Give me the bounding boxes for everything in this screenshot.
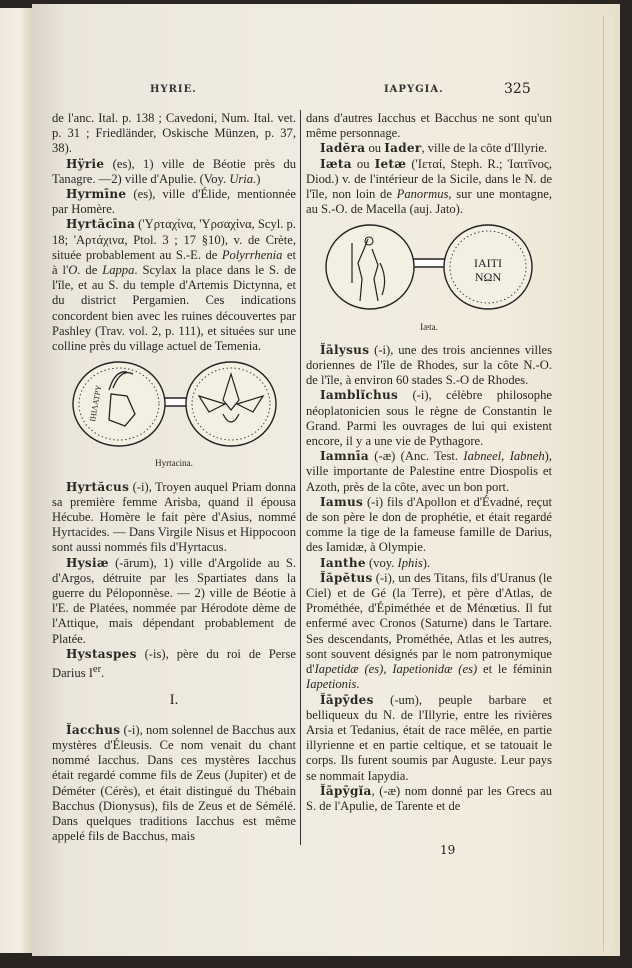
- running-head-left: HYRIE.: [150, 84, 197, 95]
- entry-text: ou: [365, 141, 385, 156]
- entry-text: .: [101, 666, 105, 681]
- section-letter: I.: [169, 692, 179, 709]
- entry-text: ou: [351, 156, 375, 171]
- headword: Ietæ: [374, 156, 407, 171]
- entry-text: (-i), une des trois anciennes villes doriennes de l'île de Rhodes, sur la côte N.-O. de l'île, à environ 60 stades S.-O de Rhodes.: [306, 342, 552, 388]
- coin-illustration-iaeta: [306, 223, 552, 315]
- entry-iamblichus: [306, 388, 552, 449]
- entry-text: , (-æ) nom donné par les Grecs au S. de l'Apulie, de Tarente et de: [306, 783, 552, 813]
- entry-italic: Iapetionis: [306, 677, 357, 692]
- headword: Hyrmīne: [66, 187, 127, 202]
- entry-text: , ville de la côte d'Illyrie.: [421, 141, 548, 156]
- entry-text: (-ārum), 1) ville d'Argolide au S. d'Argos, détruite par les Spartiates dans la guerre du Péloponnèse. — 2) ville de Béotie à l'E. de Platées, nommée par Hérodote dème de l'Attique, mais dépendant probablement de Platée.: [52, 555, 296, 646]
- entry-text: (-i) fils d'Apollon et d'Évadné, reçut de son père le don de prophétie, et était regardé comme la tige de la fameuse famille de Darius, des Iamidæ, à Olympie.: [306, 494, 552, 555]
- entry-italic: Iphis: [397, 555, 423, 570]
- entry-text: (-um), peuple barbare et belliqueux du N. de l'Illyrie, entre les rivières Arsia et Tedanius, était de race mêlée, en partie illyrienne et en partie celtique, et se tatouait le corps. Ils furent soumis par Auguste. Leur pays se nommait Iapydia.: [306, 692, 552, 783]
- page-number: 325: [504, 81, 531, 97]
- headword: Ĭāpȳgĭa: [320, 783, 372, 798]
- entry-text: (voy.: [365, 555, 398, 570]
- figure-caption: Iæta.: [420, 321, 438, 332]
- entry-italic: Iapetionidæ (es): [392, 662, 478, 677]
- entry-text: (-is), père du roi de Perse Darius I: [52, 646, 296, 681]
- entry-text: (-i), nom solennel de Bacchus aux mystères d'Éleusis. Ce nom venait du chant nommé Iacchus. Dans ces mystères Iacchus était regardé comme fils de Zeus (Jupiter) et de Déméter (Cérès), et était distingué du Thébain Bacchus (Dionysus), fils de Zeus et de Sémélé. Dans quelques traditions Iacchus est même appelé fils de Bacchus, mais: [52, 722, 296, 844]
- entry-iacchus: [52, 723, 296, 845]
- headword: Hÿrie: [66, 156, 105, 171]
- entry-text: ('Υρταχίνα, 'Υρσαχίνα, Scyl. p. 18; 'Αρτάχινα, Ptol. 3 ; 17 §10), v. de Crète, située probablement au S.-E. de: [52, 217, 296, 262]
- previous-page-edge: [0, 8, 34, 953]
- headword: Ĭacchus: [66, 722, 121, 737]
- entry-italic: O.: [68, 263, 81, 278]
- headword: Iadĕra: [320, 141, 366, 156]
- entry-italic: Panormus: [396, 187, 449, 202]
- entry-text: ).: [422, 555, 431, 570]
- entry-iaeta: [306, 157, 552, 218]
- headword: Ianthe: [320, 555, 366, 570]
- entry-italic: Iapetidæ (es): [314, 662, 384, 677]
- entry-ianthe: [306, 556, 552, 571]
- entry-text: , sur une montagne, au S.-O. de Macella (auj. Jato).: [306, 187, 552, 217]
- headword: Ĭālysus: [320, 342, 370, 357]
- entry-text: (-i), Troyen auquel Priam donna sa première femme Arisba, quand il épousa Hécube. Homère le fait père d'Asius, nommé Hyrtacides. — Dans Virgile Nisus et Hippocoon sont aussi nommés fils d'Hyrtacus.: [52, 479, 296, 555]
- entry-text: de: [80, 263, 103, 278]
- headword: Hysiæ: [66, 555, 109, 570]
- headword: Iader: [384, 141, 422, 156]
- entry-italic: Polyrrhenia: [221, 247, 283, 262]
- headword: Hystaspes: [66, 646, 137, 661]
- entry-iapydes: [306, 693, 552, 784]
- entry-hyrtacus: [52, 480, 296, 556]
- entry-continuation: de l'anc. Ital. p. 138 ; Cavedoni, Num. Ital. vet. p. 31 ; Friedländer, Oskische Münzen, p. 37, 38).: [52, 111, 296, 156]
- column-divider: [300, 110, 301, 845]
- entry-text: (-i), un des Titans, fils d'Uranus (le Ciel) et de Gé (la Terre), et père d'Atlas, de Prométhée, d'Épiméthée et de Ménœtius. Il fut enfermé avec Cronos (Saturne) dans le Tartare. Ses descendants, Prométhée, Atlas et les autres, sont souvent désignés par le nom patronymique d': [306, 570, 552, 677]
- signature-mark: 19: [440, 843, 456, 857]
- figure-caption: Hyrtacina.: [155, 458, 193, 469]
- entry-text: (es), ville d'Élide, mentionnée par Homère.: [52, 187, 296, 217]
- headword: Iamus: [320, 494, 364, 509]
- entry-text: (-i), célèbre philosophe néoplatonicien sous le règne de Constantin le Grand. Parmi les ouvrages de lui qui existent encore, il y a une vie de Pythagore.: [306, 388, 552, 449]
- entry-italic: Uria.: [229, 171, 257, 186]
- entry-continuation: dans d'autres Iacchus et Bacchus ne sont qu'un même personnage.: [306, 111, 552, 141]
- entry-hyrmine: [52, 187, 296, 217]
- entry-hystaspes: [52, 647, 296, 682]
- entry-text: (-æ) (Anc. Test.: [368, 449, 464, 464]
- left-column: [52, 111, 296, 844]
- headword: Hyrtăcus: [66, 479, 130, 494]
- entry-iamnia: [306, 449, 552, 495]
- entry-text: et à l': [52, 247, 296, 278]
- entry-italic: Lappa: [102, 263, 135, 278]
- entry-iapetus: [306, 571, 552, 693]
- entry-hysiae: [52, 556, 296, 647]
- entry-text: ,: [383, 662, 393, 677]
- entry-iadera: [306, 141, 552, 156]
- entry-iamus: [306, 495, 552, 556]
- entry-hyrtacina: [52, 217, 296, 354]
- coin-illustration-hyrtacina: [52, 360, 296, 452]
- entry-text: ): [256, 171, 261, 186]
- headword: Ĭăpĕtus: [320, 570, 373, 585]
- coin-legend: ΝΩΝ: [474, 270, 502, 285]
- coin-drawing: [69, 360, 279, 448]
- right-column: [306, 111, 552, 814]
- entry-text: et le féminin: [477, 662, 553, 677]
- entry-text: (es), 1) ville de Béotie près du Tanagre. —2) ville d'Apulie. (Voy.: [52, 156, 296, 186]
- entry-text: ('Ιεταί, Steph. R.; Ἰαιτῖνος, Diod.) v. de l'intérieur de la Sicile, dans le N. de l'île, non loin de: [306, 156, 553, 202]
- entry-text: ), ville importante de Palestine entre Diospolis et Azoth, près de la côte, avec un bon port.: [306, 449, 553, 494]
- entry-text: .: [356, 677, 360, 692]
- entry-text: . Scylax la place dans le S. de l'île, et au S. du temple d'Artemis Dictynna, et du district Pergamien. Ces indications concordent bien avec les ruines découvertes par Pashley (Trav. vol. 2, p. 111), et situées sur une colline près du village actuel de Temenia.: [52, 263, 296, 354]
- headword: Iamblĭchus: [320, 388, 399, 403]
- headword: Iæta: [320, 156, 352, 171]
- entry-ialysus: [306, 343, 552, 389]
- entry-iapygia: [306, 784, 552, 814]
- coin-drawing: [324, 223, 534, 311]
- running-head-right: IAPYGIA.: [384, 84, 444, 95]
- entry-italic: Iabneel, Iabneh: [463, 449, 545, 464]
- coin-inscription: ΙΗΙΛΑΤΡΥ: [88, 384, 104, 423]
- headword: Ĭāpȳdes: [320, 692, 374, 707]
- coin-legend: ΙΑΙΤΙ: [474, 256, 502, 271]
- headword: Iamnīa: [320, 449, 369, 464]
- entry-hyrie: [52, 157, 296, 187]
- page-fore-edge: [603, 16, 614, 951]
- superscript: er: [92, 664, 102, 676]
- headword: Hyrtăcīna: [66, 217, 136, 232]
